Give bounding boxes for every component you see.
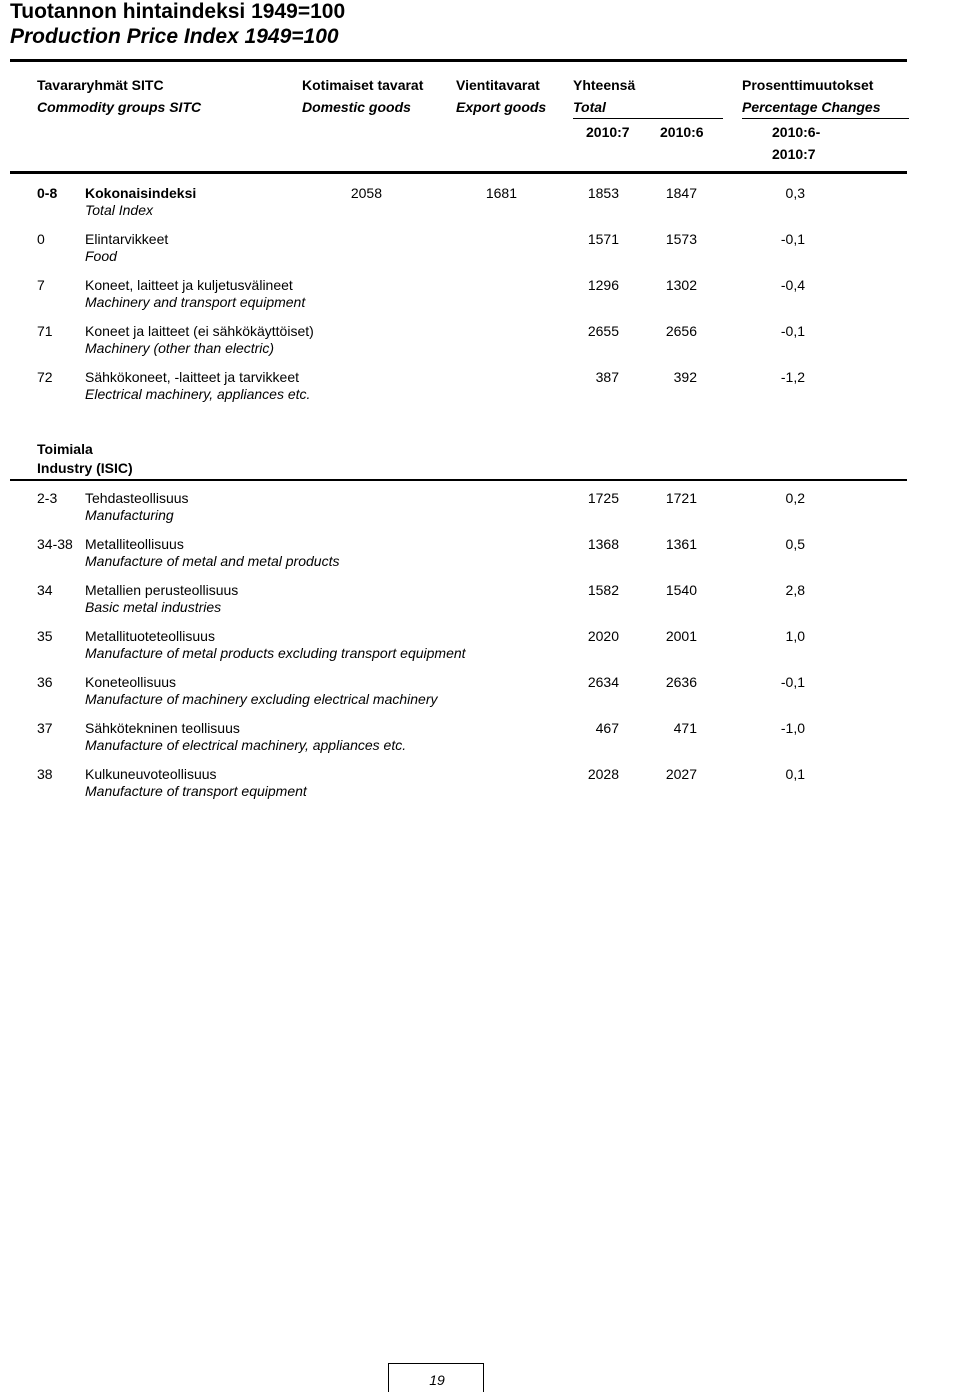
header-export-fi: Vientitavarat bbox=[456, 77, 540, 93]
row-total-period-2: 1573 bbox=[665, 231, 697, 247]
row-label-en: Total Index bbox=[85, 202, 153, 218]
row-total-period-1: 1582 bbox=[587, 582, 619, 598]
table-row bbox=[0, 766, 960, 806]
header-pct-rule bbox=[742, 118, 909, 119]
header-total-rule bbox=[573, 118, 723, 119]
header-commodity-fi: Tavararyhmät SITC bbox=[37, 77, 164, 93]
row-pct-change: -1,0 bbox=[780, 720, 805, 736]
title-rule bbox=[10, 59, 907, 62]
header-bottom-rule bbox=[10, 171, 907, 174]
row-pct-change: 2,8 bbox=[785, 582, 805, 598]
header-pct-fi: Prosenttimuutokset bbox=[742, 77, 874, 93]
header-commodity-en: Commodity groups SITC bbox=[37, 99, 202, 115]
row-pct-change: -0,1 bbox=[780, 674, 805, 690]
row-pct-change: 1,0 bbox=[785, 628, 805, 644]
row-total-period-1: 467 bbox=[595, 720, 619, 736]
table-row bbox=[0, 323, 960, 363]
header-pct-period-1: 2010:6- bbox=[772, 124, 821, 140]
row-label-en: Manufacturing bbox=[85, 507, 174, 523]
row-total-period-1: 1571 bbox=[587, 231, 619, 247]
row-pct-change: 0,3 bbox=[785, 185, 805, 201]
row-pct-change: -1,2 bbox=[780, 369, 805, 385]
row-label-en: Food bbox=[85, 248, 117, 264]
row-label-en: Manufacture of metal products excluding transport equipment bbox=[85, 645, 466, 661]
header-pct-en: Percentage Changes bbox=[742, 99, 881, 115]
row-code: 7 bbox=[37, 277, 45, 293]
row-label-fi: Metallien perusteollisuus bbox=[85, 582, 239, 598]
row-label-en: Manufacture of metal and metal products bbox=[85, 553, 340, 569]
table-row bbox=[0, 628, 960, 668]
row-label-en: Electrical machinery, appliances etc. bbox=[85, 386, 311, 402]
row-total-period-1: 2634 bbox=[587, 674, 619, 690]
row-label-en: Machinery and transport equipment bbox=[85, 294, 306, 310]
row-pct-change: -0,4 bbox=[780, 277, 805, 293]
row-total-period-2: 471 bbox=[673, 720, 697, 736]
row-label-en: Machinery (other than electric) bbox=[85, 340, 275, 356]
row-label-fi: Koneteollisuus bbox=[85, 674, 177, 690]
row-label-fi: Kulkuneuvoteollisuus bbox=[85, 766, 217, 782]
row-label-fi: Metallituoteteollisuus bbox=[85, 628, 215, 644]
row-label-fi: Koneet ja laitteet (ei sähkökäyttöiset) bbox=[85, 323, 314, 339]
table-row bbox=[0, 536, 960, 576]
header-domestic-en: Domestic goods bbox=[302, 99, 411, 115]
row-total-period-2: 1361 bbox=[665, 536, 697, 552]
header-pct-period-2: 2010:7 bbox=[772, 146, 816, 162]
row-pct-change: -0,1 bbox=[780, 231, 805, 247]
page-title-english: Production Price Index 1949=100 bbox=[10, 25, 339, 48]
table-row bbox=[0, 720, 960, 760]
row-pct-change: -0,1 bbox=[780, 323, 805, 339]
row-domestic: 2058 bbox=[350, 185, 382, 201]
row-label-en: Manufacture of electrical machinery, appliances etc. bbox=[85, 737, 407, 753]
header-period-1: 2010:7 bbox=[586, 124, 630, 140]
row-pct-change: 0,5 bbox=[785, 536, 805, 552]
row-total-period-1: 2028 bbox=[587, 766, 619, 782]
row-total-period-1: 387 bbox=[595, 369, 619, 385]
row-code: 34 bbox=[37, 582, 53, 598]
industry-header-fi: Toimiala bbox=[37, 441, 93, 457]
industry-header-en: Industry (ISIC) bbox=[37, 460, 133, 476]
row-total-period-2: 2656 bbox=[665, 323, 697, 339]
row-total-period-1: 2655 bbox=[587, 323, 619, 339]
table-row bbox=[0, 231, 960, 271]
row-total-period-1: 1368 bbox=[587, 536, 619, 552]
header-export-en: Export goods bbox=[456, 99, 547, 115]
row-label-fi: Sähkökoneet, -laitteet ja tarvikkeet bbox=[85, 369, 300, 385]
row-label-en: Manufacture of machinery excluding electrical machinery bbox=[85, 691, 438, 707]
row-total-period-2: 2001 bbox=[665, 628, 697, 644]
row-label-fi: Kokonaisindeksi bbox=[85, 185, 197, 201]
row-code: 71 bbox=[37, 323, 53, 339]
row-code: 37 bbox=[37, 720, 53, 736]
table-row bbox=[0, 369, 960, 409]
header-total-fi: Yhteensä bbox=[573, 77, 636, 93]
page-title-finnish: Tuotannon hintaindeksi 1949=100 bbox=[10, 0, 346, 23]
row-label-en: Basic metal industries bbox=[85, 599, 222, 615]
row-total-period-1: 1853 bbox=[587, 185, 619, 201]
row-code: 34-38 bbox=[37, 536, 73, 552]
row-code: 2-3 bbox=[37, 490, 58, 506]
header-domestic-fi: Kotimaiset tavarat bbox=[302, 77, 424, 93]
row-total-period-2: 1540 bbox=[665, 582, 697, 598]
row-total-period-2: 2027 bbox=[665, 766, 697, 782]
row-code: 36 bbox=[37, 674, 53, 690]
row-code: 72 bbox=[37, 369, 53, 385]
page-number: 19 bbox=[429, 1372, 445, 1388]
header-period-2: 2010:6 bbox=[660, 124, 704, 140]
row-export: 1681 bbox=[485, 185, 517, 201]
table-row bbox=[0, 674, 960, 714]
row-total-period-1: 1296 bbox=[587, 277, 619, 293]
page-number-box bbox=[388, 1363, 484, 1392]
row-total-period-1: 2020 bbox=[587, 628, 619, 644]
row-label-fi: Elintarvikkeet bbox=[85, 231, 169, 247]
row-code: 35 bbox=[37, 628, 53, 644]
industry-header-rule bbox=[10, 479, 907, 481]
table-row bbox=[0, 582, 960, 622]
header-total-en: Total bbox=[573, 99, 606, 115]
row-total-period-2: 1721 bbox=[665, 490, 697, 506]
table-row bbox=[0, 185, 960, 225]
row-label-fi: Koneet, laitteet ja kuljetusvälineet bbox=[85, 277, 293, 293]
row-label-fi: Sähkötekninen teollisuus bbox=[85, 720, 240, 736]
row-total-period-2: 1302 bbox=[665, 277, 697, 293]
row-label-fi: Metalliteollisuus bbox=[85, 536, 184, 552]
row-pct-change: 0,2 bbox=[785, 490, 805, 506]
row-code: 38 bbox=[37, 766, 53, 782]
row-code: 0 bbox=[37, 231, 45, 247]
row-total-period-2: 392 bbox=[673, 369, 697, 385]
row-code: 0-8 bbox=[37, 185, 58, 201]
row-label-fi: Tehdasteollisuus bbox=[85, 490, 189, 506]
row-pct-change: 0,1 bbox=[785, 766, 805, 782]
row-total-period-2: 2636 bbox=[665, 674, 697, 690]
table-row bbox=[0, 490, 960, 530]
row-label-en: Manufacture of transport equipment bbox=[85, 783, 307, 799]
row-total-period-2: 1847 bbox=[665, 185, 697, 201]
table-row bbox=[0, 277, 960, 317]
row-total-period-1: 1725 bbox=[587, 490, 619, 506]
